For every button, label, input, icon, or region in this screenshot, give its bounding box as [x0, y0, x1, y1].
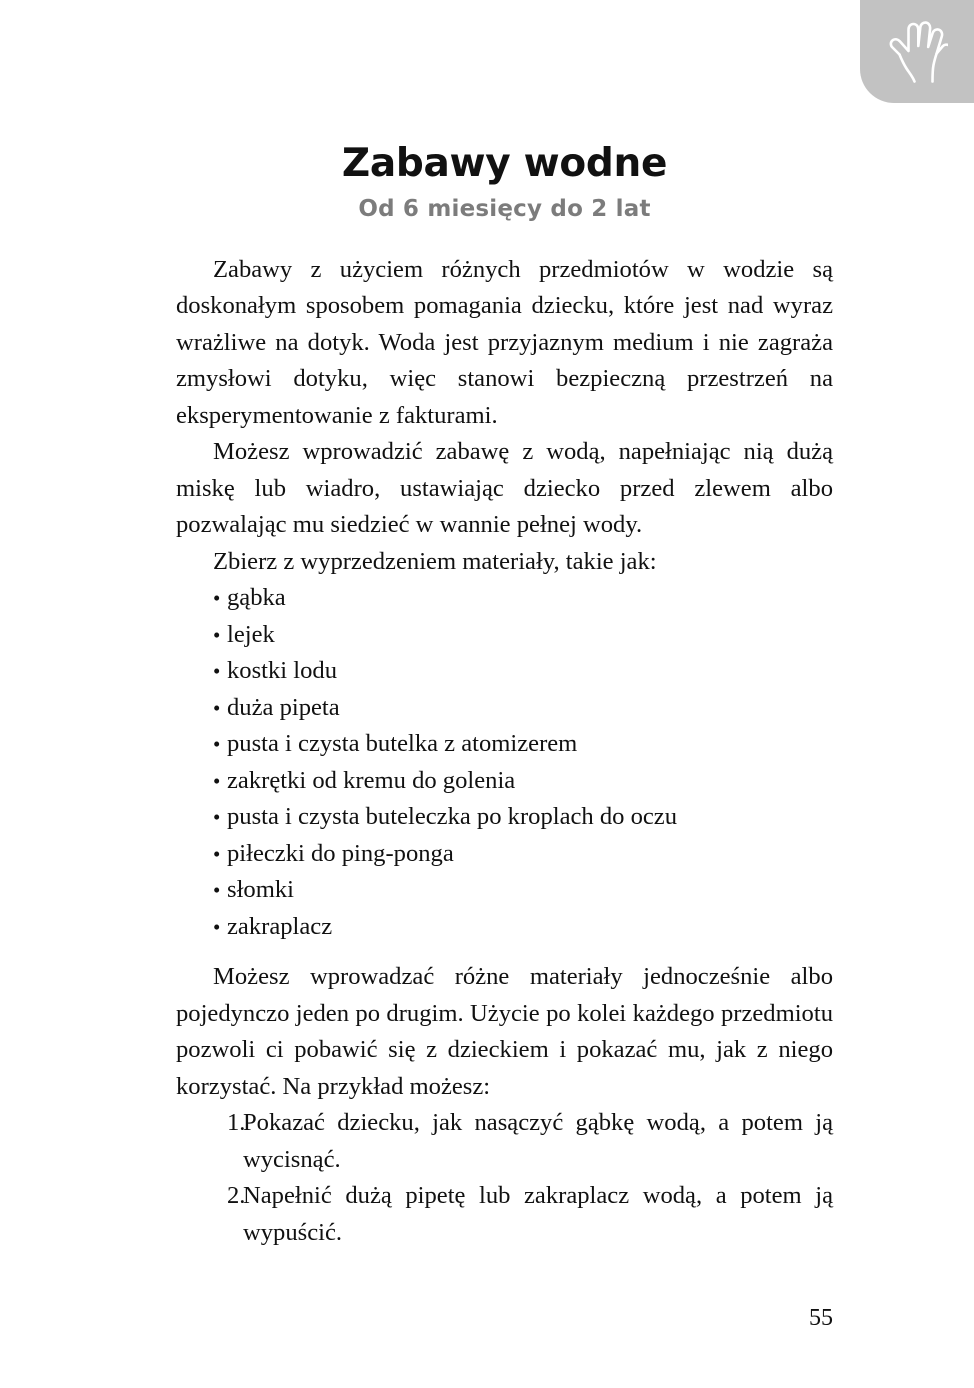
list-item: • duża pipeta	[176, 690, 833, 727]
body-text	[176, 252, 833, 1288]
materials-lead-in: Zbierz z wyprzedzeniem materiały, takie jak:	[213, 547, 657, 575]
list-item: • pusta i czysta buteleczka po kroplach do oczu	[176, 799, 833, 836]
list-item: • kostki lodu	[176, 653, 833, 690]
paragraph: Możesz wprowadzić zabawę z wodą, napełniając nią dużą miskę lub wiadro, ustawiając dziecko przed zlewem albo pozwalając mu siedzieć w wannie pełnej wody.	[176, 438, 833, 539]
hand-icon	[886, 19, 948, 85]
title-block	[176, 143, 833, 224]
list-item: • słomki	[176, 872, 833, 909]
list-item: • lejek	[176, 617, 833, 654]
page-subtitle: Od 6 miesięcy do 2 lat	[358, 196, 651, 223]
list-item: • gąbka	[176, 580, 833, 617]
paragraph: Zabawy z użyciem różnych przedmiotów w wodzie są doskonałym sposobem pomagania dziecku, które jest nad wyraz wrażliwe na dotyk. Woda jest przyjaznym medium i nie zagraża zmysłowi dotyku, więc stanowi bezpieczną przestrzeń na eksperymentowanie z fakturami.	[176, 255, 833, 429]
corner-tab	[860, 0, 974, 103]
paragraph: Możesz wprowadzać różne materiały jednocześnie albo pojedynczo jeden po drugim. Użycie po kolei każdego przedmiotu pozwoli ci pobawić się z dzieckiem i pokazać mu, jak z niego korzystać. Na przykład możesz:	[176, 963, 833, 1100]
steps-list	[176, 1105, 833, 1288]
page-number: 55	[809, 1305, 833, 1331]
list-item: Pokazać dziecku, jak nasączyć gąbkę wodą, a potem ją wycisnąć.	[243, 1109, 833, 1173]
page-content	[176, 0, 833, 1388]
page-title: Zabawy wodne	[341, 141, 668, 186]
list-item: • zakrętki od kremu do golenia	[176, 763, 833, 800]
materials-list	[176, 580, 833, 945]
list-item: • piłeczki do ping-ponga	[176, 836, 833, 873]
list-item: • zakraplacz	[176, 909, 833, 946]
list-item: Napełnić dużą pipetę lub zakraplacz wodą, a potem ją wypuścić.	[243, 1182, 833, 1246]
list-item: • pusta i czysta butelka z atomizerem	[176, 726, 833, 763]
spacer	[176, 945, 833, 959]
